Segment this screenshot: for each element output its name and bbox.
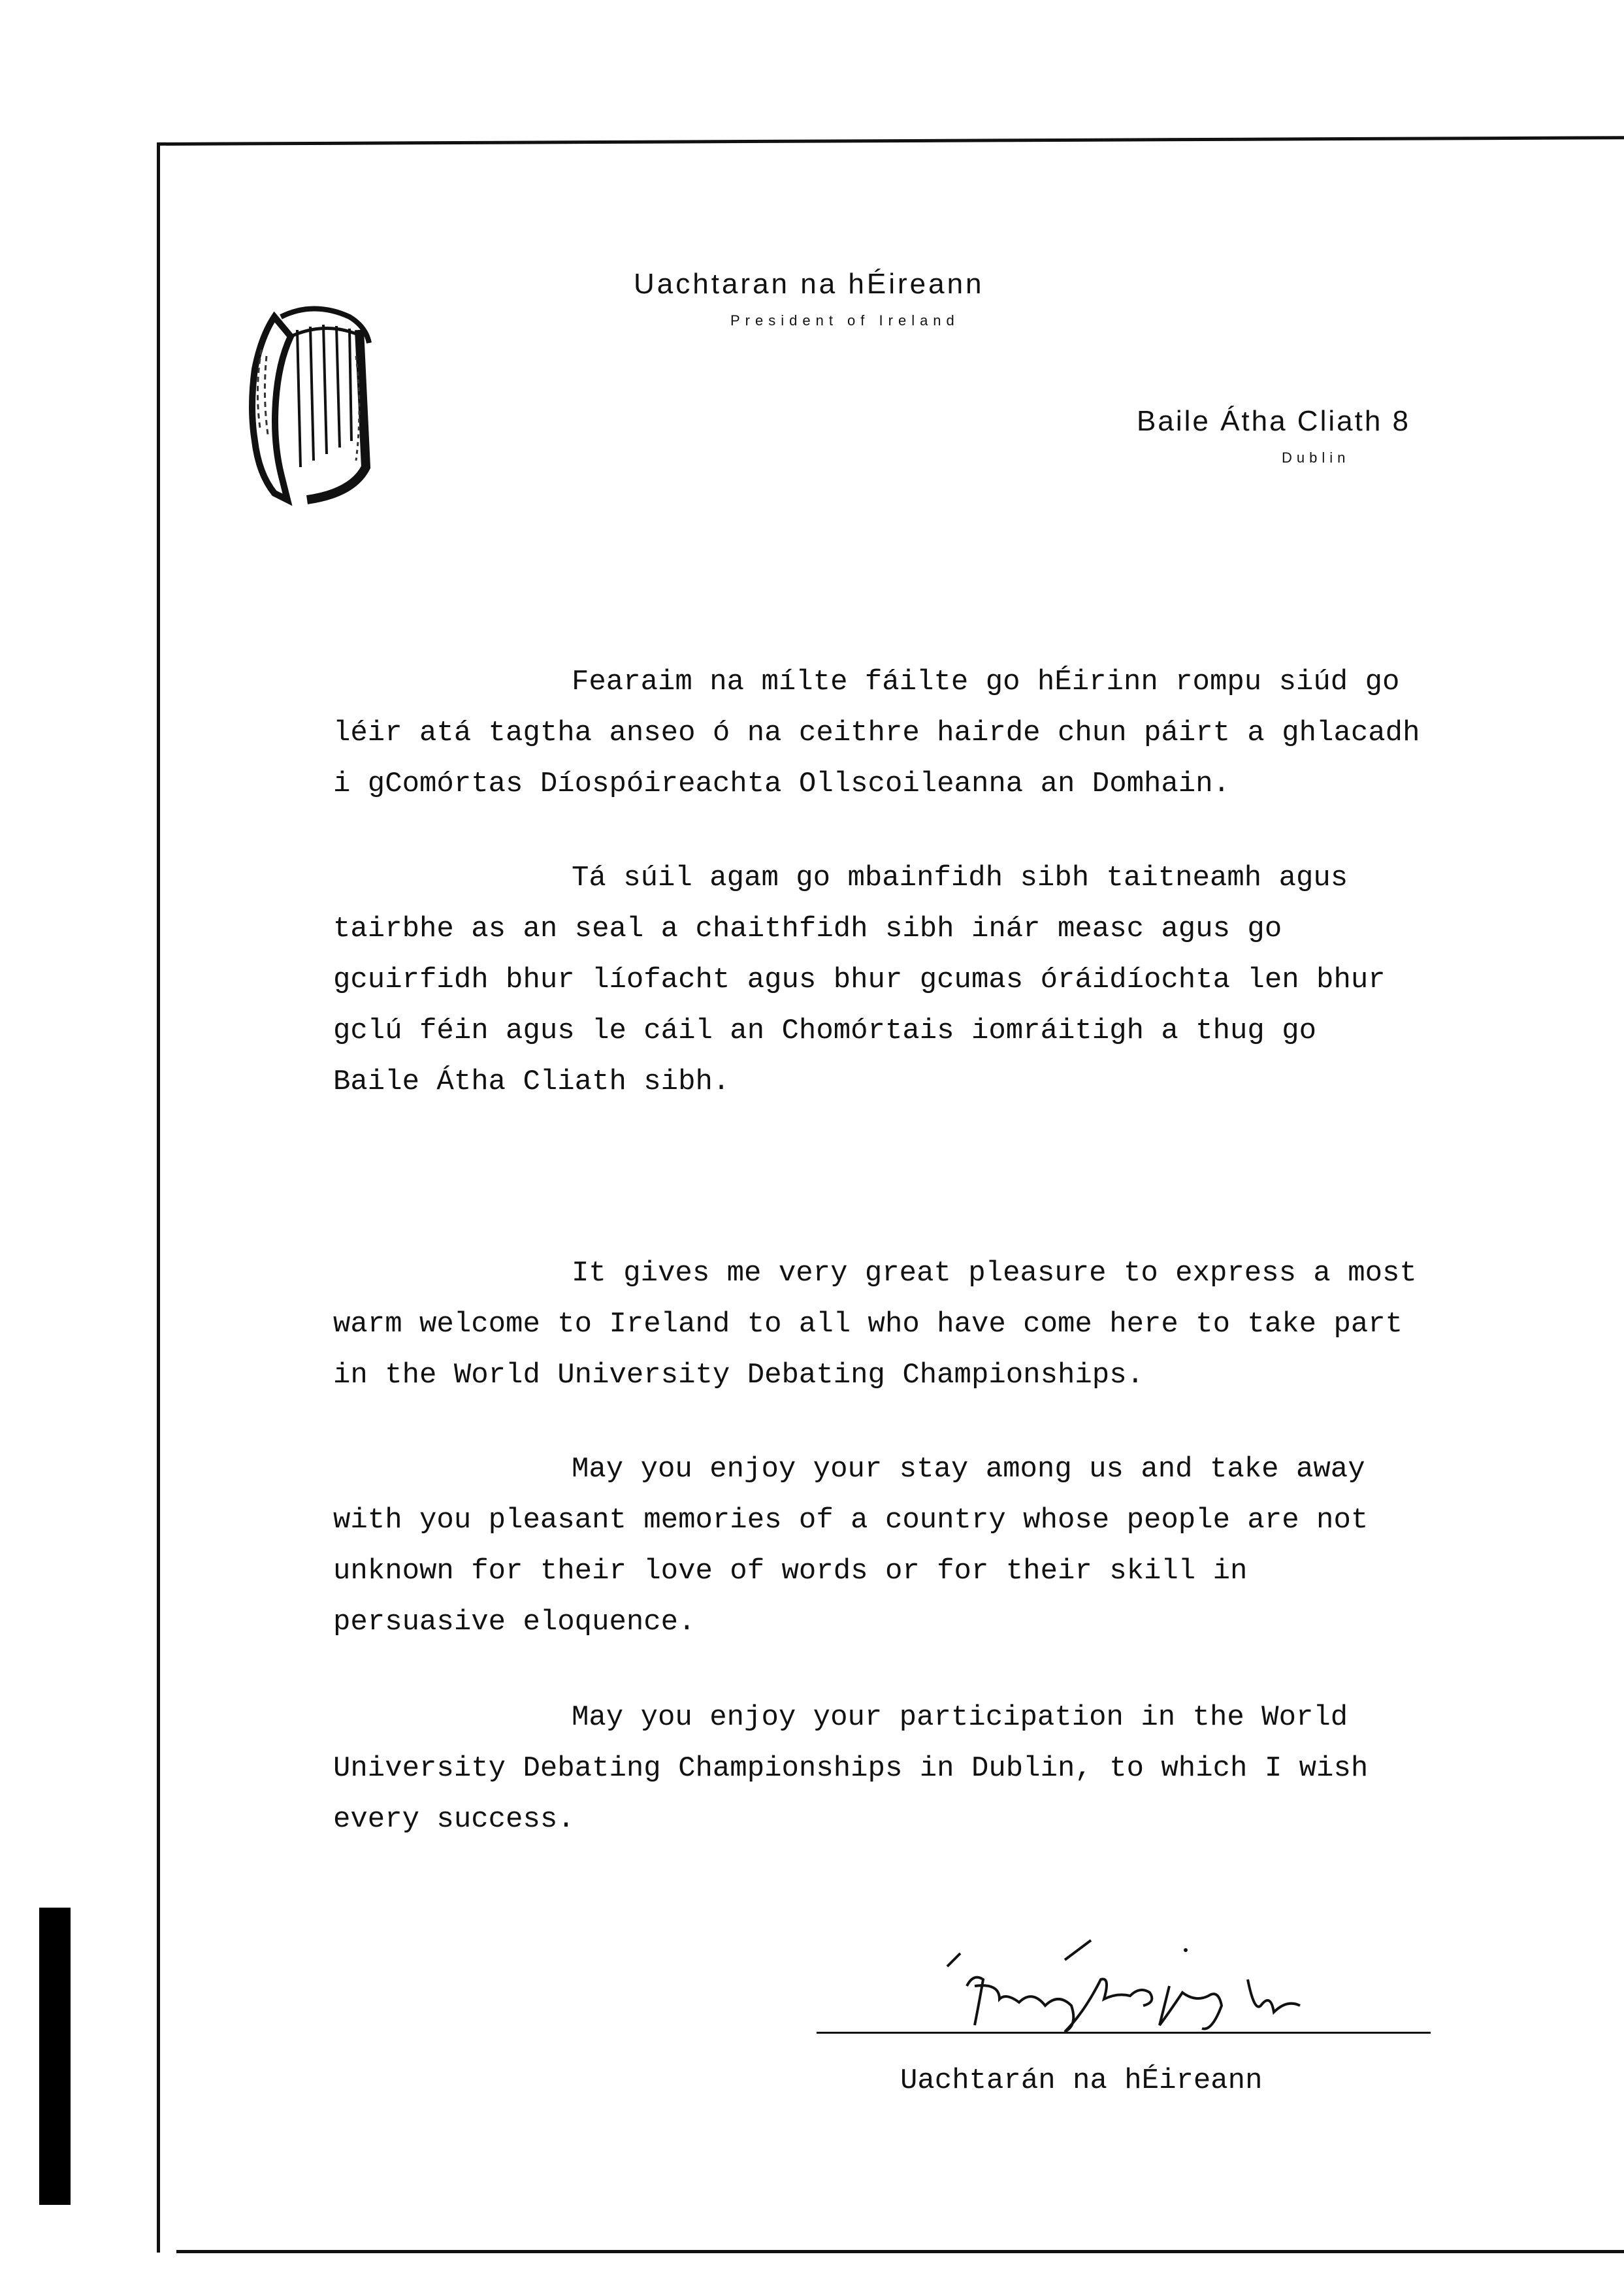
- address-city-irish: Baile Átha Cliath 8: [1137, 405, 1410, 437]
- text-line: with you pleasant memories of a country whose people are not: [333, 1504, 1369, 1537]
- irish-paragraph-1: [333, 657, 1574, 809]
- text-line: tairbhe as an seal a chaithfidh sibh inár measc agus go: [333, 913, 1282, 945]
- scan-edge-bar: [39, 1908, 71, 2205]
- page-border-left: [157, 142, 160, 2253]
- signature-caption: Uachtarán na hÉireann: [900, 2064, 1263, 2097]
- text-line: gclú féin agus le cáil an Chomórtais iomráitigh a thug go: [333, 1015, 1317, 1047]
- harp-emblem-icon: [235, 297, 379, 513]
- text-line: warm welcome to Ireland to all who have come here to take part: [333, 1308, 1403, 1341]
- handwritten-signature: [804, 1914, 1457, 2045]
- text-line: May you enjoy your participation in the World: [572, 1701, 1348, 1734]
- text-line: Tá súil agam go mbainfidh sibh taitneamh agus: [572, 862, 1348, 894]
- page-border-top: [157, 136, 1624, 146]
- text-line: University Debating Championships in Dublin, to which I wish: [333, 1752, 1369, 1785]
- text-line: léir atá tagtha anseo ó na ceithre hairde chun páirt a ghlacadh: [333, 717, 1420, 749]
- address-city-english: Dublin: [1282, 449, 1350, 466]
- text-line: i gComórtas Díospóireachta Ollscoileanna an Domhain.: [333, 768, 1231, 800]
- text-line: gcuirfidh bhur líofacht agus bhur gcumas óráidíochta len bhur: [333, 964, 1386, 996]
- text-line: May you enjoy your stay among us and take away: [572, 1453, 1365, 1486]
- text-line: unknown for their love of words or for their skill in: [333, 1555, 1248, 1588]
- english-paragraph-1: [333, 1248, 1574, 1401]
- text-line: every success.: [333, 1803, 575, 1836]
- page-border-bottom: [176, 2250, 1624, 2253]
- letterhead-title: Uachtaran na hÉireann: [634, 268, 984, 300]
- letterhead-subtitle: President of Ireland: [730, 312, 960, 329]
- english-paragraph-3: [333, 1692, 1574, 1845]
- text-line: Fearaim na mílte fáilte go hÉirinn rompu siúd go: [572, 666, 1400, 698]
- text-line: It gives me very great pleasure to express a most: [572, 1257, 1417, 1290]
- english-paragraph-2: [333, 1444, 1574, 1648]
- text-line: in the World University Debating Championships.: [333, 1359, 1145, 1392]
- signature-line: [817, 2032, 1431, 2034]
- text-line: Baile Átha Cliath sibh.: [333, 1066, 730, 1098]
- text-line: persuasive eloquence.: [333, 1606, 696, 1638]
- irish-paragraph-2: [333, 853, 1574, 1107]
